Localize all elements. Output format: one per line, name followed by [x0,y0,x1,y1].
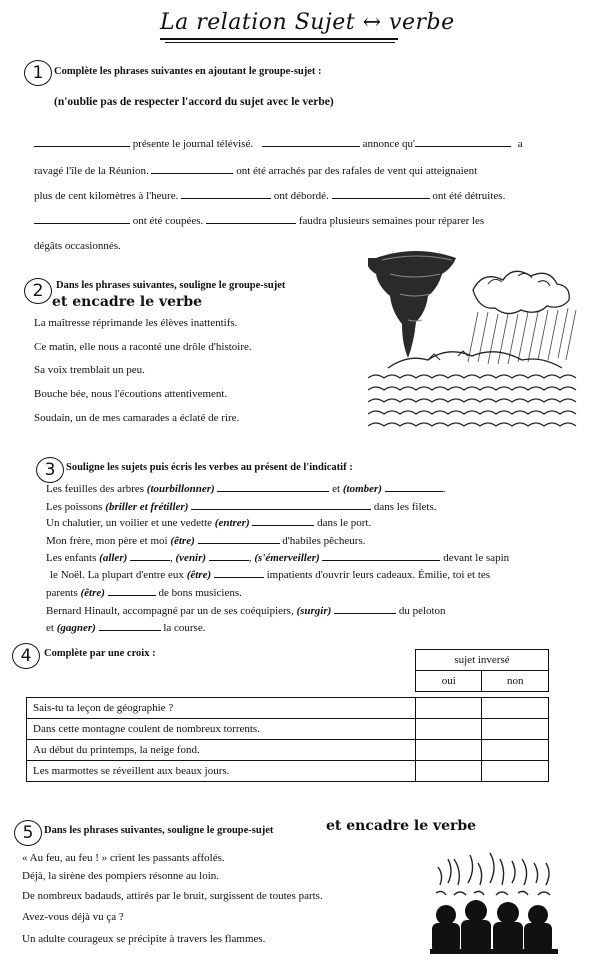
exercise-1-instruction: Complète les phrases suivantes en ajoutant le groupe-sujet : [54,66,322,77]
ex2-sentence: Sa voix tremblait un peu. [34,364,145,376]
blank[interactable] [191,500,371,510]
column-header-non: non [482,671,549,692]
exercise-5-instruction: Dans les phrases suivantes, souligne le groupe-sujet [44,825,274,836]
table-row [27,761,549,782]
ex3-line-7: parents (être) de bons musiciens. [46,587,242,599]
blank[interactable] [34,214,130,224]
non-checkbox[interactable] [482,761,549,782]
blank[interactable] [99,621,161,631]
ex3-line-6: le Noël. La plupart d'entre eux (être) impatients d'ouvrir leurs cadeaux. Émilie, toi et tes [50,569,491,581]
ex5-sentence: Déjà, la sirène des pompiers résonne au loin. [22,870,220,882]
blank[interactable] [262,137,360,147]
ex1-line-2: ravagé l'île de la Réunion. ont été arrachés par des rafales de vent qui atteignaient [34,165,478,177]
exercise-5-instruction-2: et encadre le verbe [326,818,477,834]
column-header-sujet-inverse: sujet inversé [416,650,549,671]
sentence-cell: Dans cette montagne coulent de nombreux torrents. [27,719,416,740]
ex2-sentence: Soudain, un de mes camarades a éclaté de rire. [34,412,240,424]
exercise-1-reminder: (n'oublie pas de respecter l'accord du sujet avec le verbe) [54,96,334,108]
sentence-table [26,697,549,782]
blank[interactable] [34,137,130,147]
oui-checkbox[interactable] [415,761,482,782]
sentence-cell: Au début du printemps, la neige fond. [27,740,416,761]
ex3-line-2: Les poissons (briller et frétiller) dans les filets. [46,501,437,513]
ex1-line-5: dégâts occasionnés. [34,240,121,252]
ex1-line-4: ont été coupées. faudra plusieurs semaines pour réparer les [34,214,484,227]
exercise-5-number: 5 [14,820,42,846]
non-checkbox[interactable] [482,740,549,761]
ex3-line-1: Les feuilles des arbres (tourbillonner) et (tomber) . [46,483,446,495]
blank[interactable] [151,164,233,174]
ex3-line-9: et (gagner) la course. [46,622,206,634]
non-checkbox[interactable] [482,719,549,740]
exercise-2-instruction-2: et encadre le verbe [52,294,203,310]
ex3-line-5: Les enfants (aller) , (venir) , (s'émerveiller) devant le sapin [46,552,510,564]
blank[interactable] [252,516,314,526]
blank[interactable] [209,551,249,561]
blank[interactable] [217,482,329,492]
exercise-2-number: 2 [24,278,52,304]
ex2-sentence: Ce matin, elle nous a raconté une drôle d'histoire. [34,341,252,353]
inverted-subject-header-table [415,649,549,692]
blank[interactable] [206,214,296,224]
blank[interactable] [130,551,170,561]
blank[interactable] [334,604,396,614]
blank[interactable] [108,586,156,596]
ex2-sentence: Bouche bée, nous l'écoutions attentivement. [34,388,228,400]
ex5-sentence: Un adulte courageux se précipite à travers les flammes. [22,933,266,945]
sentence-cell: Sais-tu ta leçon de géographie ? [27,698,416,719]
ex3-line-3: Un chalutier, un voilier et une vedette (entrer) dans le port. [46,517,372,529]
oui-checkbox[interactable] [415,698,482,719]
non-checkbox[interactable] [482,698,549,719]
ex5-sentence: Avez-vous déjà vu ça ? [22,911,124,923]
ex5-sentence: De nombreux badauds, attirés par le bruit, surgissent de toutes parts. [22,890,323,902]
title-underline [160,38,398,40]
ex2-sentence: La maîtresse réprimande les élèves inattentifs. [34,317,238,329]
blank[interactable] [332,189,430,199]
sentence-cell: Les marmottes se réveillent aux beaux jours. [27,761,416,782]
table-row [27,698,549,719]
page-title: La relation Sujet ↔ verbe [160,10,455,35]
blank[interactable] [214,568,264,578]
ex3-line-8: Bernard Hinault, accompagné par un de ses coéquipiers, (surgir) du peloton [46,605,446,617]
fire-crowd-illustration [430,845,560,955]
ex3-line-4: Mon frère, mon père et moi (être) d'habiles pêcheurs. [46,535,366,547]
table-row [27,719,549,740]
blank[interactable] [385,482,443,492]
column-header-oui: oui [416,671,482,692]
ex5-sentence: « Au feu, au feu ! » crient les passants affolés. [22,852,225,864]
exercise-4-number: 4 [12,643,40,669]
exercise-1-number: 1 [24,60,52,86]
exercise-4-instruction: Complète par une croix : [44,648,156,659]
blank[interactable] [181,189,271,199]
exercise-3-instruction: Souligne les sujets puis écris les verbes au présent de l'indicatif : [66,462,353,473]
oui-checkbox[interactable] [415,719,482,740]
blank[interactable] [415,137,511,147]
ex1-line-1: présente le journal télévisé. annonce qu' a [34,137,523,150]
ex1-line-3: plus de cent kilomètres à l'heure. ont débordé. ont été détruites. [34,190,506,202]
title-underline-2 [165,42,395,43]
blank[interactable] [198,534,280,544]
exercise-2-instruction: Dans les phrases suivantes, souligne le groupe-sujet [56,280,286,291]
tornado-illustration [368,250,583,435]
oui-checkbox[interactable] [415,740,482,761]
blank[interactable] [322,551,440,561]
table-row [27,740,549,761]
exercise-3-number: 3 [36,457,64,483]
